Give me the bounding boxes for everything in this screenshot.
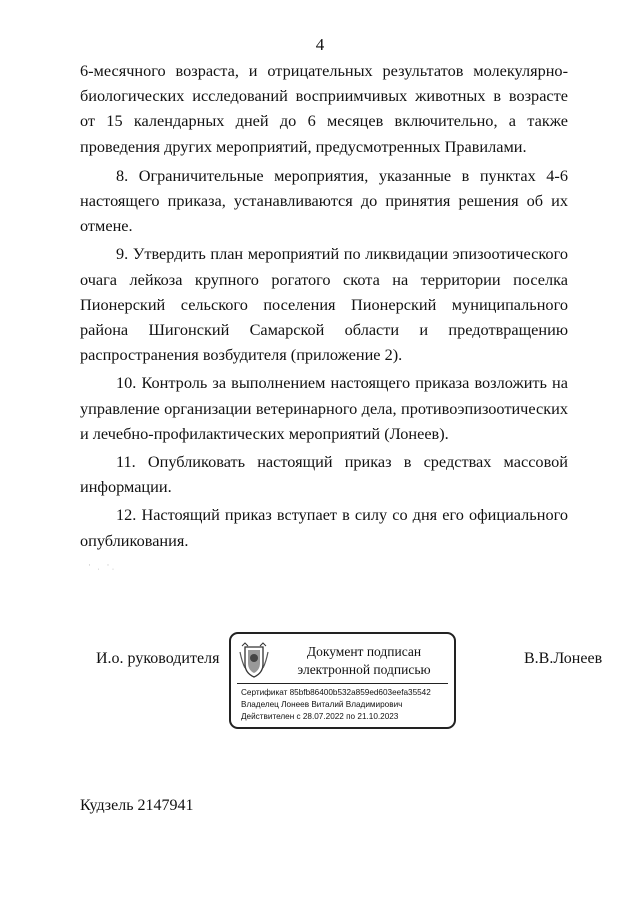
paragraph-item-9: 9. Утвердить план мероприятий по ликвидации эпизоотического очага лейкоза крупного рогатого скота на территории поселка Пионерский сельского поселения Пионерский муниципального района Шигонский Самарской области и предотвращению распространения возбудителя (приложение 2). [80, 244, 568, 365]
paragraph-item-12: 12. Настоящий приказ вступает в силу со дня его официального опубликования. [80, 505, 568, 550]
electronic-signature-stamp [229, 632, 456, 729]
stamp-validity: Действителен с 28.07.2022 по 21.10.2023 [241, 712, 399, 721]
document-body [80, 58, 568, 556]
signer-title: И.о. руководителя [96, 650, 220, 667]
stamp-divider [237, 683, 448, 684]
stamp-certificate: Сертификат 85bfb86400b532a859ed603eefa35542 [241, 688, 431, 697]
stamp-heading [275, 643, 453, 679]
stamp-heading-line2: электронной подписью [297, 662, 431, 677]
stamp-owner: Владелец Лонеев Виталий Владимирович [241, 700, 403, 709]
stamp-heading-line1: Документ подписан [306, 644, 422, 659]
paragraph-continuation: 6-месячного возраста, и отрицательных результатов молекулярно-биологических исследований восприимчивых животных в возрасте от 15 календарных дней до 6 месяцев включительно, а также проведения других мероприятий, предусмотренных Правилами. [80, 61, 568, 156]
paragraph-item-10: 10. Контроль за выполнением настоящего приказа возложить на управление организации ветеринарного дела, противоэпизоотических и лечебно-профилактических мероприятий (Лонеев). [80, 373, 568, 443]
coat-of-arms-icon [239, 642, 269, 680]
signer-name: В.В.Лонеев [524, 650, 603, 667]
paragraph-item-11: 11. Опубликовать настоящий приказ в средствах массовой информации. [80, 452, 568, 497]
page-number: 4 [315, 35, 325, 54]
executor-note: Кудзель 2147941 [80, 797, 194, 814]
paragraph-item-8: 8. Ограничительные мероприятия, указанные в пунктах 4-6 настоящего приказа, устанавливаются до принятия решения об их отмене. [80, 165, 568, 236]
stamp-details [241, 687, 431, 723]
scan-speck: · ˌ ·ˌ [88, 560, 117, 570]
